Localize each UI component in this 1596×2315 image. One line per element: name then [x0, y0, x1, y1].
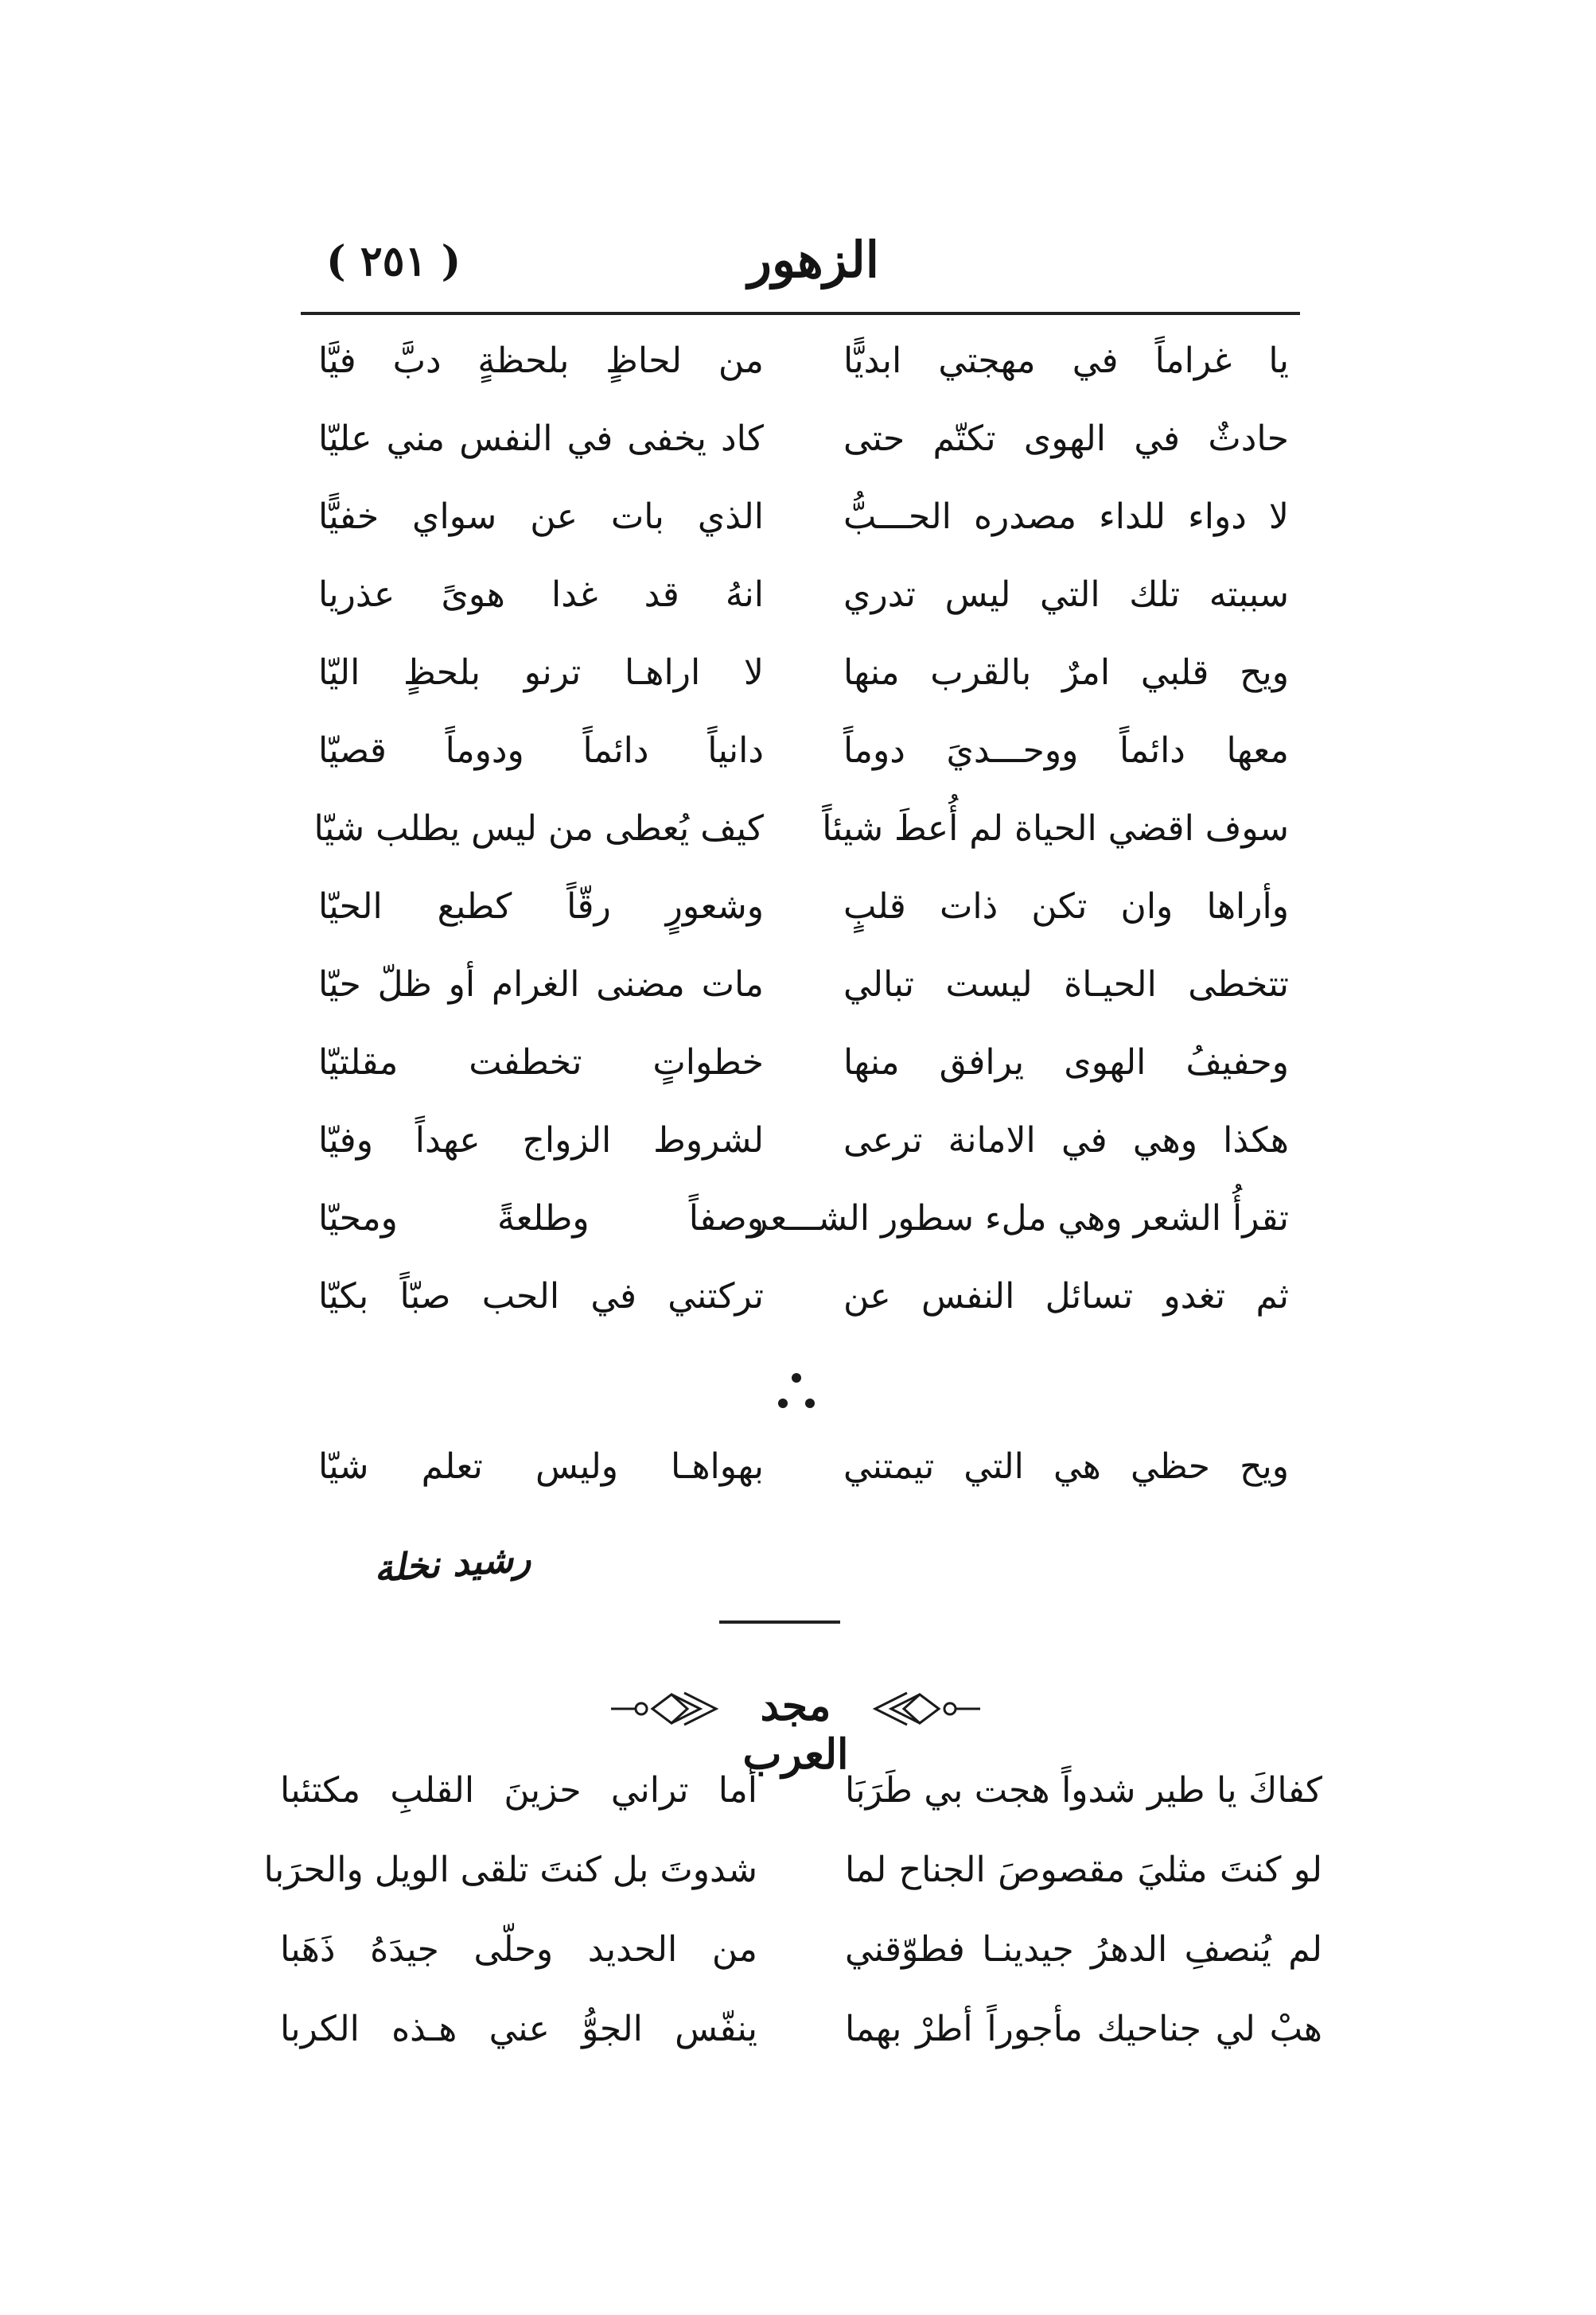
page-number: ( ٢٥١ ) — [326, 237, 461, 286]
verse-left-hemistich: مات مضنى الغرام أو ظلّ حيّا — [318, 964, 764, 1005]
section-separator-rule — [719, 1620, 840, 1624]
verse-right-hemistich: هبْ لي جناحيك مأجوراً أطرْ بهما — [845, 2009, 1322, 2049]
verse-right-hemistich: سببته تلك التي ليس تدري — [843, 574, 1289, 615]
verse-right-hemistich: معها دائماً ووحـــديَ دوماً — [843, 730, 1289, 771]
verse-right-hemistich: وأراها وان تكن ذات قلبٍ — [843, 886, 1289, 927]
verse-left-hemistich: كيف يُعطى من ليس يطلب شيّا — [313, 808, 764, 849]
verse-left-hemistich: شدوتَ بل كنتَ تلقى الويل والحرَبا — [263, 1850, 757, 1890]
verse-left-hemistich: لشروط الزواج عهداً وفيّا — [318, 1120, 764, 1161]
verse-right-hemistich: تتخطى الحيـاة ليست تبالي — [843, 964, 1289, 1005]
verse-left-hemistich: أما تراني حزينَ القلبِ مكتئبا — [280, 1770, 757, 1811]
verse-left-hemistich: ينفّس الجوُّ عني هـذه الكربا — [280, 2009, 757, 2049]
verse — [318, 1276, 1289, 1317]
verse — [318, 418, 1289, 459]
verse-right-hemistich: سوف اقضي الحياة لم أُعطَ شيئاً — [822, 808, 1289, 849]
left-ornament-icon — [605, 1683, 724, 1731]
verse — [263, 1850, 1322, 1890]
verse-left-hemistich: كاد يخفى في النفس مني عليّا — [318, 418, 764, 459]
verse — [313, 808, 1289, 849]
verse-left-hemistich: من لحاظٍ بلحظةٍ دبَّ فيَّا — [318, 340, 764, 381]
verse — [280, 1929, 1322, 1970]
running-title: الزهور — [748, 231, 879, 289]
verse-right-hemistich: وحفيفُ الهوى يرافق منها — [843, 1042, 1289, 1083]
author-signature: رشيد نخلة — [372, 1536, 532, 1590]
verse — [318, 1042, 1289, 1083]
verse-left-hemistich: من الحديد وحلّى جيدَهُ ذَهَبا — [280, 1929, 757, 1970]
verse — [318, 496, 1289, 537]
verse-right-hemistich: تقرأُ الشعر وهي ملء سطور الشـــعر — [750, 1198, 1289, 1239]
verse-right-hemistich: يا غراماً في مهجتي ابديًّا — [843, 340, 1289, 381]
verse-left-hemistich: وشعورٍ رقّاً كطبع الحيّا — [318, 886, 764, 927]
verse — [318, 340, 1289, 381]
verse — [280, 2009, 1322, 2049]
section-heading — [605, 1679, 987, 1779]
verse-right-hemistich: كفاكَ يا طير شدواً هجت بي طَرَبَا — [845, 1770, 1322, 1811]
right-ornament-icon — [867, 1683, 987, 1731]
verse — [318, 964, 1289, 1005]
verse — [318, 1120, 1289, 1161]
verse-right-hemistich: هكذا وهي في الامانة ترعى — [843, 1120, 1289, 1161]
verse-right-hemistich: لو كنتَ مثليَ مقصوصَ الجناح لما — [845, 1850, 1322, 1890]
verse — [280, 1770, 1322, 1811]
verse-right-hemistich: لم يُنصفِ الدهرُ جيدينـا فطوّقني — [845, 1929, 1322, 1970]
verse-left-hemistich: وصفاً وطلعةً ومحيّا — [318, 1198, 764, 1239]
final-verse — [318, 1446, 1289, 1487]
verse-left-hemistich: خطواتٍ تخطفت مقلتيّا — [318, 1042, 764, 1083]
verse-left-hemistich: انهُ قد غدا هوىً عذريا — [318, 574, 764, 615]
verse-right-hemistich: حادثٌ في الهوى تكتّم حتى — [843, 418, 1289, 459]
verse-right-hemistich: لا دواء للداء مصدره الحـــبُّ — [843, 496, 1289, 537]
page-header — [302, 231, 1289, 302]
header-rule — [301, 312, 1300, 315]
verse — [318, 886, 1289, 927]
verse-left-hemistich: تركتني في الحب صبّاً بكيّا — [318, 1276, 764, 1317]
verse — [318, 1198, 1289, 1239]
verse — [318, 652, 1289, 693]
verse — [318, 574, 1289, 615]
verse-left-hemistich: دانياً دائماً ودوماً قصيّا — [318, 730, 764, 771]
verse — [318, 730, 1289, 771]
asterism-ornament — [769, 1368, 824, 1416]
verse-left-hemistich: بهواهـا وليس تعلم شيّا — [318, 1446, 764, 1487]
verse-right-hemistich: ويح حظي هي التي تيمتني — [843, 1446, 1289, 1487]
verse-left-hemistich: الذي بات عن سواي خفيًّا — [318, 496, 764, 537]
verse-left-hemistich: لا اراهـا ترنو بلحظٍ اليّا — [318, 652, 764, 693]
section-title: مجد العرب — [742, 1682, 849, 1779]
verse-right-hemistich: ثم تغدو تسائل النفس عن — [843, 1276, 1289, 1317]
verse-right-hemistich: ويح قلبي امرٌ بالقرب منها — [843, 652, 1289, 693]
